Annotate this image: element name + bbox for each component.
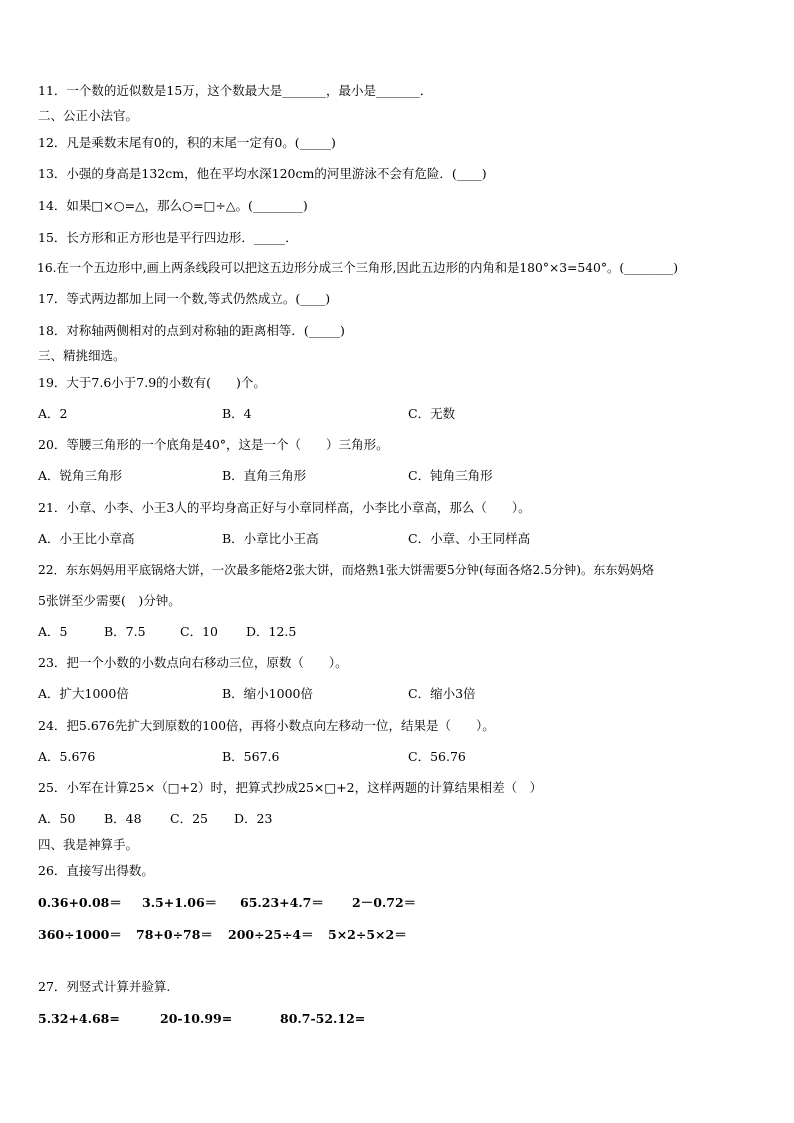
section-4-heading: 四、我是神算手。	[38, 837, 139, 852]
option-a: A．2	[38, 406, 68, 421]
question-19-options	[38, 406, 778, 422]
calc-item: 20-10.99=	[160, 1011, 233, 1026]
calc-item: 65.23+4.7＝	[240, 895, 324, 910]
section-2-heading: 二、公正小法官。	[38, 108, 139, 123]
option-b: B．直角三角形	[222, 468, 307, 483]
question-24-options	[38, 749, 778, 765]
question-22: 22．东东妈妈用平底锅烙大饼，一次最多能烙2张大饼，而烙熟1张大饼需要5分钟(每面各烙2.5分钟)。东东妈妈烙	[38, 563, 655, 577]
option-a: A．锐角三角形	[38, 468, 123, 483]
option-c: C．钝角三角形	[408, 468, 493, 483]
option-c: C．小章、小王同样高	[408, 531, 531, 546]
calc-item: 360÷1000＝	[38, 927, 122, 942]
question-17: 17．等式两边都加上同一个数,等式仍然成立。(____)	[38, 291, 331, 306]
calc-row-2	[38, 927, 778, 943]
option-b: B．7.5	[104, 624, 146, 639]
calc-item: 2－0.72＝	[352, 895, 417, 910]
question-13: 13．小强的身高是132cm，他在平均水深120cm的河里游泳不会有危险．(____)	[38, 166, 487, 181]
option-c: C．缩小3倍	[408, 686, 476, 701]
option-b: B．4	[222, 406, 252, 421]
calc-item: 3.5+1.06＝	[142, 895, 218, 910]
section-3-heading: 三、精挑细选。	[38, 348, 126, 363]
option-b: B．567.6	[222, 749, 280, 764]
option-c: C．无数	[408, 406, 456, 421]
calc-item: 200÷25÷4＝	[228, 927, 314, 942]
question-24: 24．把5.676先扩大到原数的100倍，再将小数点向左移动一位，结果是（ ）。	[38, 718, 495, 733]
option-a: A．5.676	[38, 749, 96, 764]
question-20-options	[38, 468, 778, 484]
question-22-options	[38, 624, 778, 640]
question-11: 11．一个数的近似数是15万，这个数最大是_______，最小是_______．	[38, 83, 433, 98]
option-c: C．56.76	[408, 749, 466, 764]
question-16: 16.在一个五边形中,画上两条线段可以把这五边形分成三个三角形,因此五边形的内角和是180°×3=540°。(________)	[37, 261, 679, 275]
question-27: 27．列竖式计算并验算.	[38, 979, 171, 994]
option-d: D．12.5	[246, 624, 297, 639]
calc-item: 78+0÷78＝	[136, 927, 213, 942]
option-b: B．小章比小王高	[222, 531, 319, 546]
question-25-options	[38, 811, 778, 827]
question-22-continued: 5张饼至少需要( )分钟。	[38, 593, 181, 608]
question-23: 23．把一个小数的小数点向右移动三位，原数（ ）。	[38, 655, 348, 670]
question-25: 25．小军在计算25×（□+2）时，把算式抄成25×□+2，这样两题的计算结果相差（ ）	[38, 780, 543, 795]
calc-item: 5×2÷5×2＝	[328, 927, 407, 942]
option-a: A．50	[38, 811, 76, 826]
question-12: 12．凡是乘数末尾有0的，积的末尾一定有0。(_____)	[38, 135, 336, 150]
option-a: A．小王比小章高	[38, 531, 135, 546]
calc-item: 5.32+4.68=	[38, 1011, 120, 1026]
question-21-options	[38, 531, 778, 547]
option-c: C．10	[180, 624, 218, 639]
question-18: 18．对称轴两侧相对的点到对称轴的距离相等．(_____)	[38, 323, 345, 338]
vertical-calc-row	[38, 1011, 778, 1027]
calc-row-1	[38, 895, 778, 911]
option-b: B．48	[104, 811, 142, 826]
option-a: A．扩大1000倍	[38, 686, 129, 701]
question-15: 15．长方形和正方形也是平行四边形．_____．	[38, 230, 298, 245]
question-21: 21．小章、小李、小王3人的平均身高正好与小章同样高，小李比小章高，那么（ ）。	[38, 500, 531, 515]
calc-item: 80.7-52.12=	[280, 1011, 366, 1026]
calc-item: 0.36+0.08＝	[38, 895, 122, 910]
option-a: A．5	[38, 624, 68, 639]
question-20: 20．等腰三角形的一个底角是40°，这是一个（ ）三角形。	[38, 437, 389, 452]
option-d: D．23	[234, 811, 273, 826]
option-b: B．缩小1000倍	[222, 686, 313, 701]
question-19: 19．大于7.6小于7.9的小数有( )个。	[38, 375, 266, 390]
option-c: C．25	[170, 811, 208, 826]
question-23-options	[38, 686, 778, 702]
question-14: 14．如果□×○=△，那么○=□÷△。(________)	[38, 198, 308, 213]
question-26: 26．直接写出得数。	[38, 863, 154, 878]
